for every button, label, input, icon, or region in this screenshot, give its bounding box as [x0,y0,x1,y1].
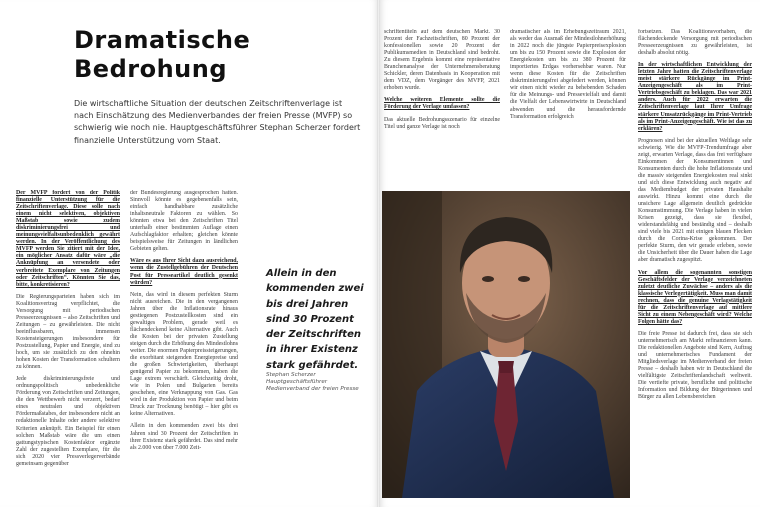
interview-question: Wäre es aus Ihrer Sicht dazu ausreichend, wenn die Zustellgebühren der Deutschen Post für Presseartikel deutlich gesenkt würden? [130,258,238,286]
headline-line-1: Dramatische [74,26,251,54]
interview-answer: Das aktuelle Bedrohungsszenario für einzelne Titel und ganze Verlage ist noch [384,116,500,130]
interview-answer: schriftentiteln auf dem deutschen Markt. 30 Prozent der Fachzeitschriften, 80 Prozent der konfessionellen sowie 20 Prozent der Publikumsmedien in Deutschland sind bedroht. Zu diesem Ergebnis kommt eine repräsentative Branchenanalyse der Unternehmensberatung Schickler, deren Datenbasis in Kooperation mit dem VDZ, dem Vorgänger des MVFP, 2021 erhoben wurde. [384,29,500,92]
text-column-5 [638,29,752,505]
interview-question: Vor allem die sogenannten sonstigen Geschäftsfelder der Verlage verzeichneten zuletzt deutliche Zuwächse – anders als die klassische Verlegertätigkeit. Muss man damit rechnen, dass die genuine Verlagstätigkeit für die Zeitschriftenverlage auf mittlere Sicht zu einem Nebengeschäft wird? Welche Folgen hätte das? [638,269,752,325]
headline-line-2: Bedrohung [74,55,228,83]
credit-role: Hauptgeschäftsführer [266,378,328,385]
interview-answer: Jede diskriminierungsfreie und ordnungspolitisch unbedenkliche Förderung von Zeitschriften und Zeitungen, die den Wettbewerb nicht verzerrt, bedarf eines neutralen und objektiven Fördermaßstabes, der insbesondere nicht an redaktionelle Inhalte oder andere selektive Kriterien anknüpft. Ein Beispiel für einen solchen Maßstab wäre die um einen gattungstypischen Kostenfaktor ergänzte Zahl der zugestellten Exemplare, für die sich 2020 vier Pressverlegerverbände gemeinsam gegenüber [16,376,120,467]
interview-answer: Allein in den kommenden zwei bis drei Jahren sind 30 Prozent der Zeitschriften in ihrer Existenz stark gefährdet. Das sind mehr als 2.000 von über 7.000 Zeit- [130,423,238,451]
page-fold [377,0,380,507]
portrait-illustration [382,191,630,498]
right-eye [518,276,530,282]
interview-answer: Nein, das wird in diesem perfekten Sturm nicht ausreichen. Die in den vergangenen Jahren über die Inflationsrate hinaus gestiegenen Postzustellkosten sind ein gewaltiges Problem, gerade weil es flächendeckend keine Alternative gibt. Auch die Kosten bei der privaten Zustellung steigen durch die Erhöhung des Mindestlohns weiter. Die enormen Papierpreissteigerungen, die exorbitant steigenden Energiepreise und die großen Schwierigkeiten, überhaupt genügend Papier zu bekommen, haben die Lage extrem verschärft. Gleichzeitig droht, wie in Polen und Bulgarien bereits geschehen, eine Verknappung von Gas. Gas wird in der Produktion von Papier und beim Druck zur Trocknung benötigt – hier gibt es keine Alternativen. [130,291,238,418]
article-headline [74,26,314,84]
text-column-1 [16,190,120,502]
interview-answer: Prognosen sind bei der aktuellen Weltlage sehr schwierig. Wie die MVFP-Trendumfrage aber zeigt, erwarten Verlage, dass das frei verfügbare Einkommen der Konsumentinnen und Konsumenten durch die hohe Inflationsrate und die massiv steigenden Energiekosten real sinkt und sich diese Entwicklung auch negativ auf das Mediembudget der privaten Haushalte auswirkt. Hinzu kommt eine durch die unsichere Lage allgemein deutlich gedrückte Konsumstimmung. Die Verlage haben in vielen Krisen gezeigt, dass sie flexibel, widerstandsfähig und beständig sind – deshalb sind viele bis 2021 mit einigen blauen Flecken durch die Corina-Krise gekommen. Der perfekte Sturm, den wir gerade erleben, sowie die Unsicherheit über die Dauer haben die Lage aber dramatisch zugespitzt. [638,137,752,264]
interview-answer: der Bundesregierung ausgesprochen hatten. Sinnvoll könnte es gegebenenfalls sein, einfach handhabbare zusätzliche inhaltsneutrale Faktoren zu wählen. So könnten etwa bei den Zeitschriften Titel unterhalb einer bestimmten Auflage einen Aufschlagfaktor erhalten; gleichen könnte beispielsweise für Zeitungen in ländlichen Gebieten gelten. [130,190,238,253]
tie-knot [498,361,514,373]
credit-organisation: Medienverband der freien Presse [266,385,359,392]
interview-answer: Die freie Presse ist dadurch frei, dass sie sich unternehmerisch am Markt refinanzieren kann. Die redaktionellen Angebote sind Kern, Auftrag und unternehmerisches Fundament der Mitgliedsverlage im Medienverband der freien Presse – deshalb haben wir in Deutschland die vielfältigste Zeitschriftenlandschaft weltweit. Die vertiefte private, berufliche und politische Information und Bildung der Bürgerinnen und Bürger zu allen Lebensbereichen [638,330,752,401]
interview-answer: Die Regierungsparteien haben sich im Koalitionsvertrag verpflichtet, die Versorgung mit periodischen Presseerzeugnissen – also Zeitschriften und Zeitungen – zu gewährleisten. Die nicht beeinflussbaren, immensen Kostensteigerungen insbesondere für Postzustellung, Papier und Energie, sind zu hoch, um sie zusätzlich zu den ohnehin hohen Kosten der Transformation schultern zu können. [16,293,120,371]
left-eye [482,276,494,282]
interview-answer: fortsetzen. Das Koalitionsvorhaben, die flächendeckende Versorgung mit periodischen Presseerzeugnissen zu gewährleisten, ist deshalb absolut nötig. [638,29,752,57]
credit-name: Stephan Scherzer [266,372,316,378]
interview-answer: dramatischer als im Erhebungszeitraum 2021, als weder das Ausmaß der Mindestlohnerhöhung in 2022 noch die jüngste Papierpreisexplosion um bis zu 150 Prozent sowie die Explosion der Energiekosten um bis zu 380 Prozent für importiertes Erdgas vorhersehbar waren. Nur wenn diese Kosten für die Zeitschriften diskriminierungsfrei abgefedert werden, können wir einen nicht wieder zu behebenden Schaden für die Meinungs- und Pressevielfalt und damit die Vielfalt der Lebenswirtwirte in Deutschland abwenden und die herausfordernde Transformation erfolgreich [510,29,626,120]
interview-question: In der wirtschaftlichen Entwicklung der letzten Jahre hatten die Zeitschriftenverlage meist stärkere Rückgänge im Print-Anzeigengeschäft als im Print-Vertriebsgeschäft zu beklagen. Das war 2021 anders. Auch für 2022 erwarten die Zeitschriftenverlage laut Ihrer Umfrage stärkere Umsatzrückgänge im Print-Vertrieb als im Print-Anzeigengeschäft. Wie ist das zu erklären? [638,62,752,132]
text-column-4 [510,29,626,189]
article-lead: Die wirtschaftliche Situation der deutschen Zeitschriftenverlage ist nach Einschätzung des Medienverbandes der freien Presse (MVFP) so schwierig wie noch nie. Hauptgeschäftsführer Stephan Scherzer fordert finanzielle Unterstützung vom Staat. [74,99,361,145]
pull-quote: Allein in den kommenden zwei bis drei Jahren sind 30 Prozent der Zeitschriften in ihrer Existenz stark gefährdet. [266,268,364,371]
text-column-2 [130,190,238,502]
portrait-photo [382,191,630,498]
quote-credit [266,372,376,392]
text-column-3 [384,29,500,189]
interview-question: Der MVFP fordert von der Politik finanzielle Unterstützung für die Zeitschriftenverlage. Diese solle nach einem nicht selektiven, objektiven Maßstab sowie zudem diskriminierungsfrei und meinungsvielfaltsunbedenklich gewährt werden. In der Veröffentlichung des MVFP werden Sie zitiert mit der Idee, ein möglicher Ansatz dafür wäre „die Anknüpfung an versendete oder verbreitete Exemplare von Zeitungen oder Zeitschriften“. Könnten Sie das, bitte, konkretisieren? [16,190,120,288]
interview-question: Welche weiteren Elemente sollte die Förderung der Verlage umfassen? [384,97,500,111]
